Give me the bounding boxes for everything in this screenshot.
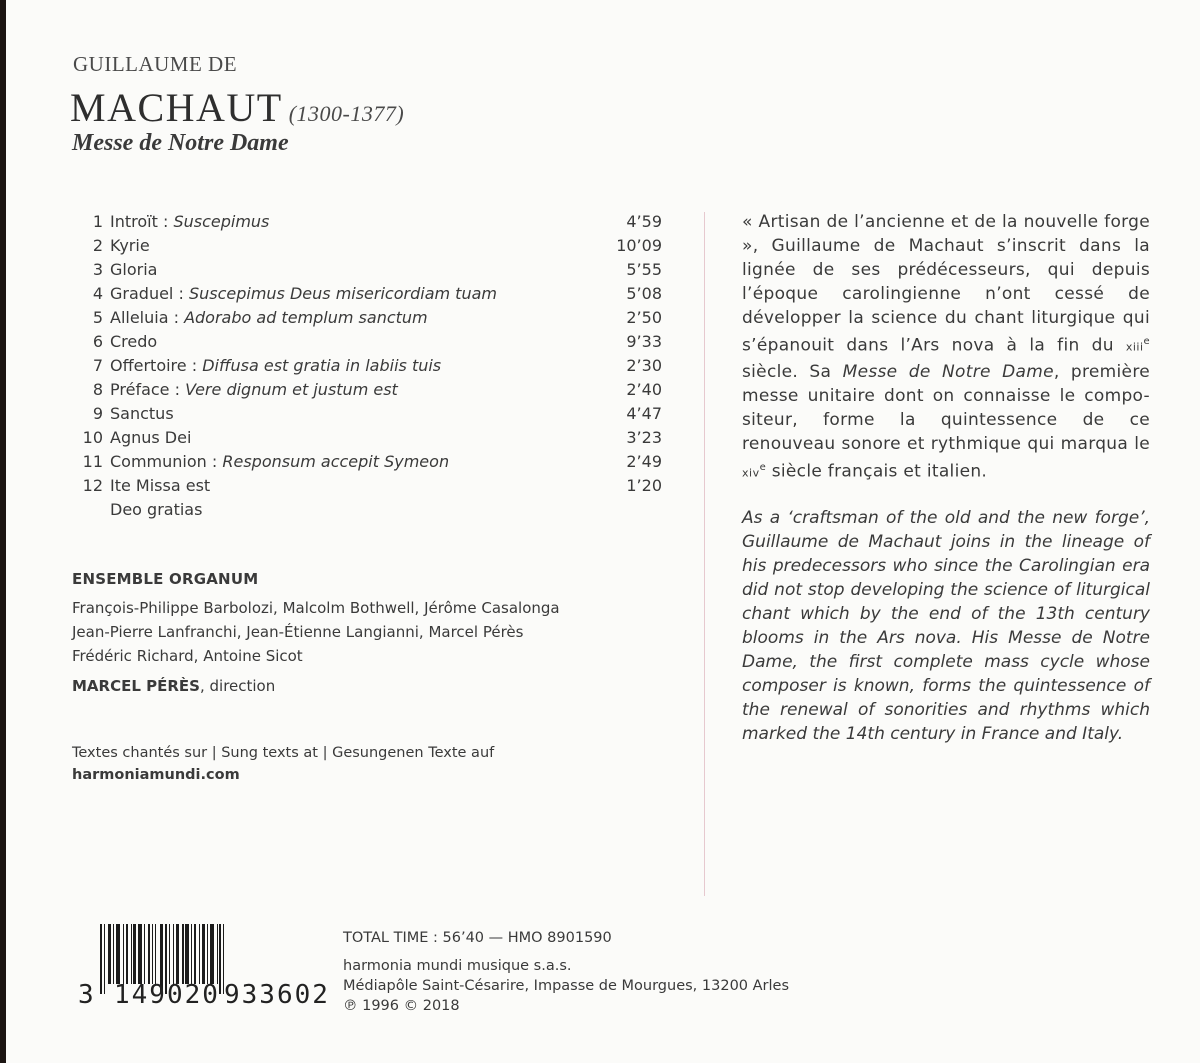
track-row [82, 210, 662, 234]
track-title-main: Introït : [110, 212, 174, 231]
track-number: 8 [92, 380, 103, 399]
composer-first-name: GUILLAUME DE [73, 52, 238, 76]
barcode [78, 922, 334, 1022]
composer-dates: (1300-1377) [288, 101, 405, 126]
track-title-main: Graduel : [110, 284, 189, 303]
track-title [110, 402, 174, 426]
barcode-bar [152, 924, 153, 984]
barcode-bar [199, 924, 200, 984]
ensemble-credits [72, 570, 560, 698]
track-title [110, 426, 191, 450]
track-duration: 1’20 [626, 476, 662, 495]
track-duration: 2’49 [626, 452, 662, 471]
track-duration: 5’08 [626, 284, 662, 303]
track-number: 1 [92, 212, 103, 231]
barcode-bar [155, 924, 156, 984]
barcode-bar [176, 924, 179, 984]
members-line: Jean-Pierre Lanfranchi, Jean-Étienne Langianni, Marcel Pérès [72, 623, 524, 641]
track-duration: 10’09 [616, 236, 662, 255]
track-duration: 3’23 [626, 428, 662, 447]
track-title-latin: Diffusa est gratia in labiis tuis [202, 356, 442, 375]
barcode-bar [133, 924, 136, 984]
track-title-main: Gloria [110, 260, 158, 279]
barcode-bar [116, 924, 120, 984]
barcode-bar [138, 924, 142, 984]
track-number: 9 [92, 404, 103, 423]
footer-info [343, 928, 789, 1016]
track-row [82, 306, 662, 330]
track-duration: 5’55 [626, 260, 662, 279]
track-number: 11 [82, 452, 103, 471]
website-link[interactable]: harmoniamundi.com [72, 767, 240, 783]
track-title-main: Deo gratias [110, 500, 203, 519]
track-row [82, 498, 662, 522]
notes-fr-text: siècle. Sa [742, 361, 843, 382]
publisher-address: Médiapôle Saint-César‍ire, Impasse de Mourgues, 13200 Arles [343, 978, 790, 994]
track-title [110, 282, 497, 306]
track-duration: 2’30 [626, 356, 662, 375]
sung-texts-label: Textes chantés sur | Sung texts at | Gesungenen Texte auf [72, 745, 495, 761]
copyright-line: ℗ 1996 © 2018 [343, 998, 460, 1014]
barcode-bar [108, 924, 111, 984]
track-title-main: Kyrie [110, 236, 150, 255]
liner-notes-english: As a ‘craftsman of the old and the new forge’, Guillaume de Machaut joins in the lineage of his predecessors who since the Carolingian era did not stop developing the science of liturgical chant which by the end of the 13th century blooms in the Ars nova. His Messe de Notre Dame, the first complete mass cycle whose composer is known, forms the quintessence of the renewal of sonorities and rhythms which marked the 14th century in France and Italy. [742, 508, 1150, 744]
track-title-main: Sanctus [110, 404, 174, 423]
director-credit [72, 674, 560, 698]
barcode-bar [126, 924, 128, 984]
track-duration: 9’33 [626, 332, 662, 351]
barcode-bar [210, 924, 214, 984]
track-title-main: Alleluia : [110, 308, 185, 327]
ensemble-members [72, 596, 560, 668]
track-number: 6 [92, 332, 103, 351]
track-title-latin: Adorabo ad templum sanctum [184, 308, 428, 327]
track-title [110, 450, 449, 474]
track-row [82, 474, 662, 498]
barcode-bars [100, 924, 330, 986]
barcode-bar [194, 924, 196, 984]
barcode-bar [123, 924, 124, 984]
track-title [110, 210, 269, 234]
notes-fr-text: siècle français et italien. [766, 461, 988, 482]
work-title: Messe de Notre Dame [72, 130, 289, 156]
track-title [110, 258, 157, 282]
track-number: 2 [92, 236, 103, 255]
barcode-bar [202, 924, 205, 984]
track-title [110, 354, 441, 378]
track-title [110, 234, 150, 258]
track-row [82, 378, 662, 402]
barcode-bar [144, 924, 145, 984]
composer-last-name [70, 84, 404, 131]
track-title-main: Ite Missa est [110, 476, 211, 495]
cover-edge-strip [0, 0, 6, 1063]
track-duration: 2’50 [626, 308, 662, 327]
barcode-first-digit: 3 [78, 980, 96, 1010]
track-number: 12 [82, 476, 103, 495]
track-title-main: Agnus Dei [110, 428, 192, 447]
barcode-bar [104, 924, 105, 994]
notes-fr-text: « Artisan de l’ancienne et de la nouvelle forge », Guillaume de Machaut s’inscrit dans la lignée de ses prédécesseurs, qui depuis l’époque carolingienne n’ont cessé de développer la science du chant liturgique qui s’épanouit dans l’Ars nova à la fin du [742, 212, 1150, 356]
track-row [82, 282, 662, 306]
barcode-bar [169, 924, 170, 984]
publisher-name: harmonia mundi musique s.a.s. [343, 958, 572, 974]
ensemble-name: ENSEMBLE ORGANUM [72, 570, 259, 588]
track-title-main: Offertoire : [110, 356, 203, 375]
barcode-bar [148, 924, 150, 984]
track-title-main: Communion : [110, 452, 223, 471]
track-row [82, 426, 662, 450]
track-title-latin: Suscepimus [173, 212, 270, 231]
barcode-bar [191, 924, 192, 984]
barcode-group-1: 149020 [114, 980, 220, 1010]
track-number: 3 [92, 260, 103, 279]
track-duration: 4’47 [626, 404, 662, 423]
publisher-info [343, 956, 789, 1016]
track-duration: 2’40 [626, 380, 662, 399]
director-name: MARCEL PÉRÈS [72, 677, 200, 695]
notes-fr-work-title: Messe de Notre Dame [842, 361, 1054, 382]
sung-texts-note [72, 742, 494, 786]
track-title [110, 378, 398, 402]
track-number: 5 [92, 308, 103, 327]
track-title [110, 474, 210, 498]
director-role: , direction [199, 677, 276, 695]
track-title-latin: Responsum accepit Symeon [222, 452, 450, 471]
track-title-main: Credo [110, 332, 158, 351]
notes-fr-text: , première messe unitaire dont on connaisse le compo-siteur, forme la quintessence de ce renouveau sonore et rythmique qui marqua le [742, 361, 1150, 454]
tracklist [82, 210, 662, 522]
total-time-catalog: TOTAL TIME : 56’40 — HMO 8901590 [343, 930, 612, 946]
track-row [82, 330, 662, 354]
track-title [110, 306, 428, 330]
track-title-latin: Vere dignum et justum est [185, 380, 398, 399]
barcode-bar [100, 924, 102, 994]
ordinal-sup: e [1143, 336, 1150, 347]
track-number: 7 [92, 356, 103, 375]
barcode-bar [131, 924, 132, 984]
track-title-latin: Suscepimus Deus misericordiam tuam [188, 284, 497, 303]
track-title-main: Préface : [110, 380, 186, 399]
barcode-bar [173, 924, 174, 984]
ordinal-sup: e [759, 461, 767, 473]
track-title [110, 498, 202, 522]
track-row [82, 258, 662, 282]
members-line: François-Philippe Barbolozi, Malcolm Bothwell, Jérôme Casalonga [72, 599, 560, 617]
members-line: Frédéric Richard, Antoine Sicot [72, 647, 303, 665]
track-number: 4 [92, 284, 103, 303]
liner-notes-french [742, 210, 1150, 485]
track-row [82, 450, 662, 474]
barcode-bar [217, 924, 218, 984]
barcode-bar [185, 924, 189, 984]
barcode-bar [207, 924, 208, 984]
track-row [82, 402, 662, 426]
barcode-group-2: 933602 [224, 980, 330, 1010]
track-row [82, 354, 662, 378]
century-numeral: xiv [742, 466, 760, 480]
track-number: 10 [82, 428, 103, 447]
barcode-bar [182, 924, 184, 984]
century-numeral: xiii [1125, 340, 1144, 354]
track-duration: 4’59 [626, 212, 662, 231]
track-title [110, 330, 157, 354]
column-divider [704, 212, 705, 896]
track-row [82, 234, 662, 258]
barcode-bar [113, 924, 114, 984]
composer-surname: MACHAUT [70, 85, 283, 130]
